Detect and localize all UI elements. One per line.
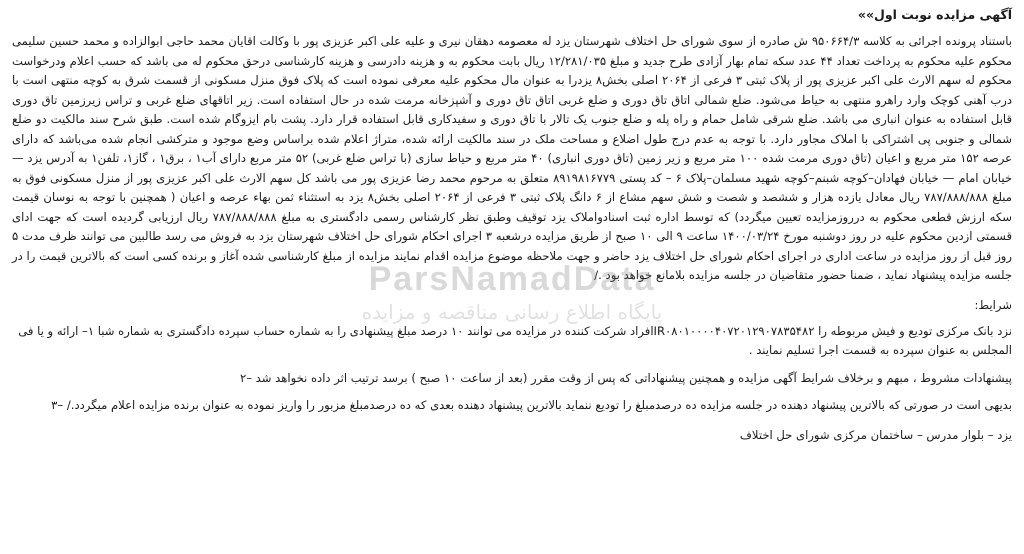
notice-body: باستناد پرونده اجرائی به کلاسه ۹۵۰۶۶۴/۳ ش صادره از سوی شورای حل اختلاف شهرستان یزد له معصومه دهقان نیری و علیه علی اکبر عزیزی پور با وکالت اقایان محمد حاجی ابوالزاده و محمد حسین سلیمی محکوم علیه محکوم به پرداخت تعداد ۴۴ عدد سکه تمام بهار آزادی طرح جدید و مبلغ ۱۲/۲۸۱/۰۳۵ ریال بابت محکوم به و هزینه دادرسی و هزینه کارشناسی درحق محکوم له می باشد که حسب اعلام ودرخواست محکوم له سهم الارث علی اکبر عزیزی پور از پلاک ثبتی ۳ فرعی از ۲۰۶۴ اصلی بخش۸ یزدرا به عنوان مال محکوم علیه معرفی نموده است که پلاک فوق منزل مسکونی از قسمت شرق به کوچه منتهی است با درب آهنی کوچک وارد راهرو منتهی به حیاط می‌شود. ضلع شمالی اتاق تاق دوری و ضلع غربی اتاق تاق دوری و آشپزخانه مرمت شده در حال استفاده است. زیر اتاقهای ضلع غربی و تراس زیرزمین تاق دوری قابل استفاده به عنوان انباری می باشد. ضلع شرقی شامل حمام و راه پله و ضلع جنوب یک تالار با تاق دوری و سفیدکاری قابل استفاده قرار دارد. پشت بام ایزوگام شده است. طبق شرح سند مالکیت دو ضلع شمالی و جنوبی پی اشتراکی با املاک مجاور دارد. با توجه به عدم درج طول اضلاع و مساحت ملک در سند مالکیت ارائه شده، متراژ اعلام شده براساس وضع موجود و مترکشی انجام شده می‌باشد که دارای عرصه ۱۵۲ متر مربع و اعیان (تاق دوری مرمت شده ۱۰۰ متر مربع و زیر زمین (تاق دوری انباری) ۴۰ متر مربع و حیاط سازی (با تراس ضلع غربی) ۵۲ متر مربع دارای آب۱ ، برق۱ ، گاز۱، تلفن۱ به آدرس یزد —خیابان امام — خیابان فهادان–کوچه شبنم–کوچه شهید مسلمان–پلاک ۶ – کد پستی ۸۹۱۹۸۱۶۷۷۹ متعلق به مرحوم محمد رضا عزیزی پور می باشد کل سهم الارث علی اکبر عزیزی پور از منزل مسکونی فوق به مبلغ ۷۸۷/۸۸۸/۸۸۸ ریال معادل یازده هزار و ششصد و شصت و شش سهم مشاع از ۶ دانگ پلاک ثبتی ۳ فرعی از ۲۰۶۴ اصلی بخش۸ یزد به استثناء ثمن بهاء عرصه و اعیان ( همچنین با توجه به نوسان قیمت سکه ارزش قطعی محکوم به درروزمزایده تعیین میگردد) که توسط اداره ثبت اسنادواملاک یزد توقیف وطبق نظر کارشناس رسمی دادگستری به مبلغ ۷۸۷/۸۸۸/۸۸۸ ریال ارزیابی گردیده است که جهت ادای قسمتی ازدین محکوم علیه در روز دوشنبه مورخ ۱۴۰۰/۰۳/۲۴ ساعت ۹ الی ۱۰ صبح از طریق مزایده درشعبه ۳ اجرای احکام شورای حل اختلاف شهرستان یزد به فروش می رسد طالبین می توانند ظرف مدت ۵ روز قبل از روز مزایده در ساعت اداری در اجرای احکام شورای حل اختلاف یزد حاضر و جهت ملاحظه موضوع مزایده اقدام نمایند مزایده از مبلغ کارشناسی شده آغاز و برنده کسی است که بالاترین قیمت را در جلسه مزایده پیشنهاد نماید ، ضمنا حضور متقاضیان در جلسه مزایده بلامانع خواهد بود ./: [12, 34, 1013, 282]
watermark-subtitle: پایگاه اطلاع رسانی مناقصه و مزایده: [361, 300, 663, 324]
conditions-title: شرایط:: [974, 297, 1012, 312]
condition-item-1: نزد بانک مرکزی توديع و فیش مربوطه را IR۰۸۰۱۰۰۰۰۴۰۷۲۰۱۲۹۰۷۸۳۵۴۸۲افراد شرکت کننده در مزایده می توانند ۱۰ درصد مبلغ پیشنهادی را به شماره حساب سپرده دادگستری به شماره شبا ۱– ارائه و یا فی المجلس به عنوان سپرده به قسمت اجرا تسلیم نمایند .: [18, 323, 1012, 357]
condition-item-2: پیشنهادات مشروط ، مبهم و برخلاف شرایط آگهی مزایده و همچنین پیشنهاداتی که پس از وقت مقرر (بعد از ساعت ۱۰ صبح ) برسد ترتیب اثر داده نخواهد شد –۲: [239, 370, 1012, 385]
notice-footer-address: یزد – بلوار مدرس – ساختمان مرکزی شورای حل اختلاف: [739, 427, 1012, 442]
notice-heading: آگهی مزایده نوبت اول»»: [857, 7, 1012, 22]
condition-item-3: بدیهی است در صورتی که بالاترین پیشنهاد دهنده در جلسه مزایده ده درصدمبلغ را تودیع ننماید بالاترین پیشنهاد دهنده بعدی که ده درصدمبلغ مزبور را واریز نموده به عنوان برنده مزایده اعلام میگردد./ –۳: [51, 398, 1012, 412]
watermark-brand: ParsNamadData: [368, 260, 656, 298]
